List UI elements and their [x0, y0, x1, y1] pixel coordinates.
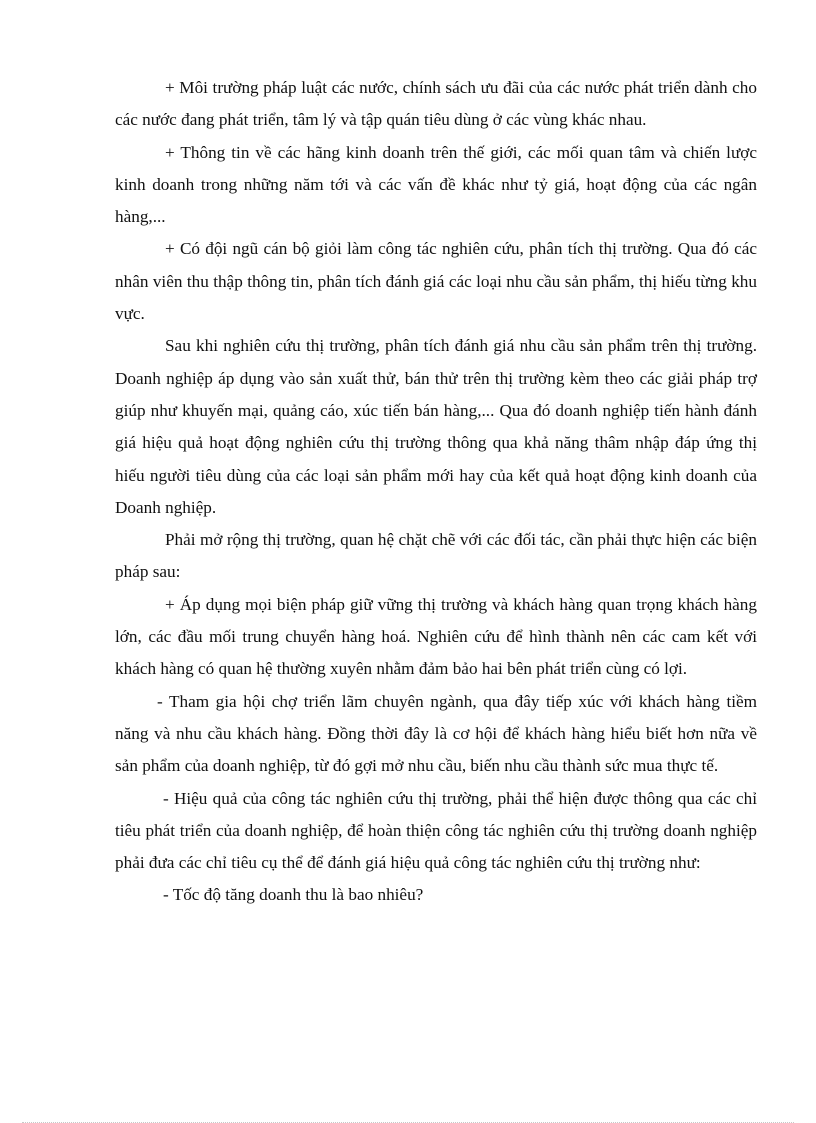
document-page [115, 72, 757, 912]
paragraph-legal-environment: + Môi trường pháp luật các nước, chính sách ưu đãi của các nước phát triển dành cho các nước đang phát triển, tâm lý và tập quán tiêu dùng ở các vùng khác nhau. [115, 78, 757, 130]
paragraph-business-information: + Thông tin về các hãng kinh doanh trên thế giới, các mối quan tâm và chiến lược kinh doanh trong những năm tới và các vấn đề khác như tỷ giá, hoạt động của các ngân hàng,... [115, 142, 757, 227]
paragraph-retain-customers: + Áp dụng mọi biện pháp giữ vững thị trường và khách hàng quan trọng khách hàng lớn, các đầu mối trung chuyển hàng hoá. Nghiên cứu để hình thành nên các cam kết với khách hàng có quan hệ thường xuyên nhằm đảm bảo hai bên phát triển cùng có lợi. [115, 594, 757, 679]
paragraph-revenue-growth: - Tốc độ tăng doanh thu là bao nhiêu? [163, 885, 424, 905]
paragraph-research-staff: + Có đội ngũ cán bộ giỏi làm công tác nghiên cứu, phân tích thị trường. Qua đó các nhân viên thu thập thông tin, phân tích đánh giá các loại nhu cầu sản phẩm, thị hiếu từng khu vực. [115, 239, 757, 324]
paragraph-trade-fairs: - Tham gia hội chợ triển lãm chuyên ngành, qua đây tiếp xúc với khách hàng tiềm năng và nhu cầu khách hàng. Đồng thời đây là cơ hội để khách hàng hiểu biết hơn nữa về sản phẩm của doanh nghiệp, từ đó gợi mở nhu cầu, biến nhu cầu thành sức mua thực tế. [115, 691, 757, 776]
paragraph-after-market-research: Sau khi nghiên cứu thị trường, phân tích đánh giá nhu cầu sản phẩm trên thị trường. Doanh nghiệp áp dụng vào sản xuất thử, bán thử trên thị trường kèm theo các giải pháp trợ giúp như khuyến mại, quảng cáo, xúc tiến bán hàng,... Qua đó doanh nghiệp tiến hành đánh giá hiệu quả hoạt động nghiên cứu thị trường thông qua khả năng thâm nhập đáp ứng thị hiếu người tiêu dùng của các loại sản phẩm mới hay của kết quả hoạt động kinh doanh của Doanh nghiệp. [115, 336, 757, 517]
paragraph-research-effectiveness: - Hiệu quả của công tác nghiên cứu thị trường, phải thể hiện được thông qua các chỉ tiêu phát triển của doanh nghiệp, để hoàn thiện công tác nghiên cứu thị trường doanh nghiệp phải đưa các chỉ tiêu cụ thể để đánh giá hiệu quả công tác nghiên cứu thị trường như: [115, 788, 757, 873]
paragraph-expand-market: Phải mở rộng thị trường, quan hệ chặt chẽ với các đối tác, cần phải thực hiện các biện pháp sau: [115, 530, 757, 582]
